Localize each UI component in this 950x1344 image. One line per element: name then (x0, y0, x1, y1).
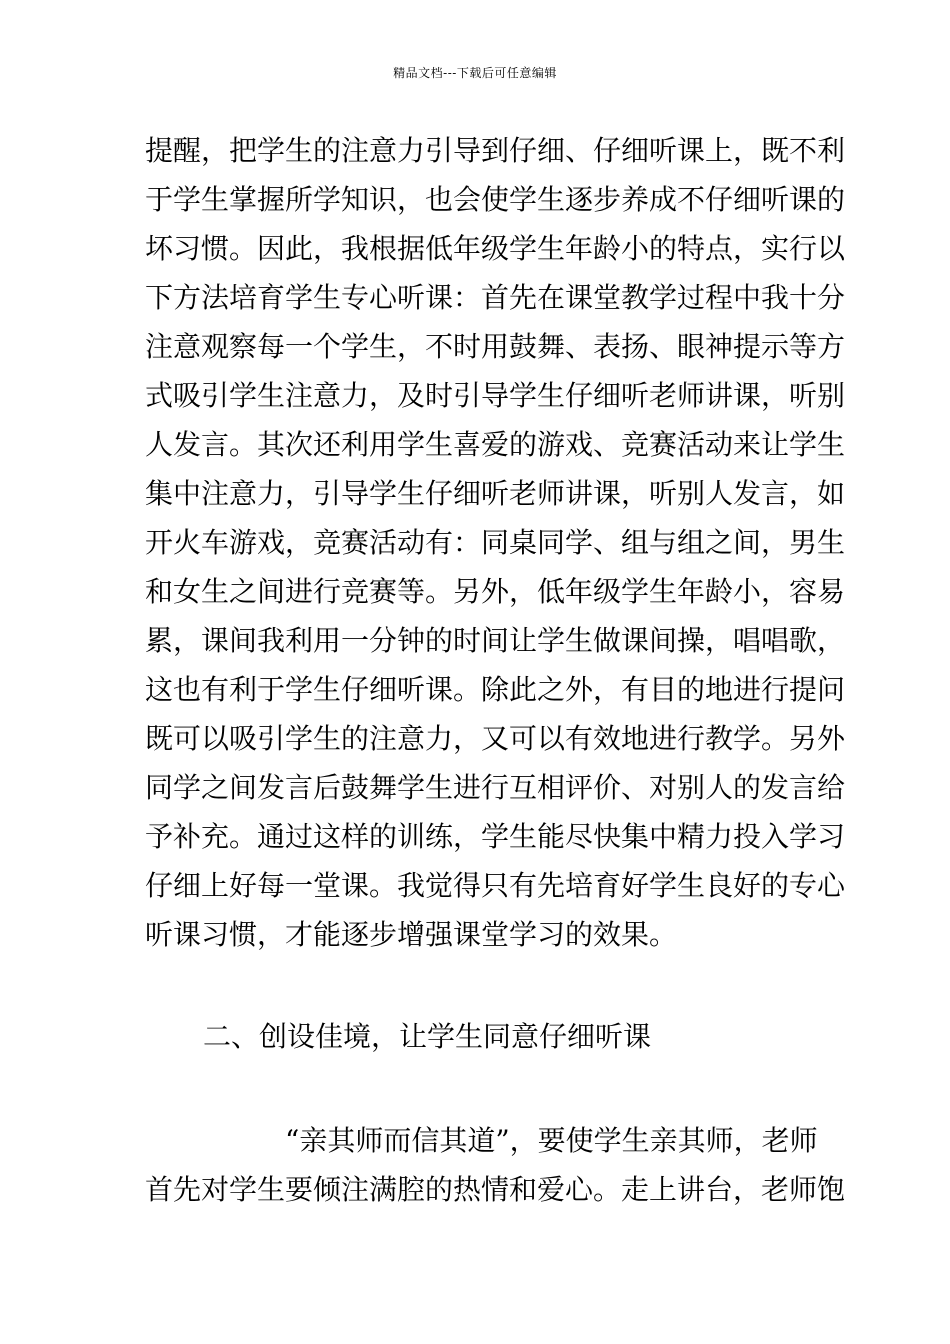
body-line: 这也有利于学生仔细听课。除此之外，有目的地进行提问 (145, 673, 846, 706)
section-heading: 二、创设佳境，让学生同意仔细听课 (203, 1020, 652, 1053)
body-line: 既可以吸引学生的注意力，又可以有效地进行教学。另外 (145, 722, 846, 755)
body-line: 累，课间我利用一分钟的时间让学生做课间操，唱唱歌， (145, 624, 846, 657)
body-line: 开火车游戏，竞赛活动有：同桌同学、组与组之间，男生 (145, 526, 846, 559)
body-line: 和女生之间进行竞赛等。另外，低年级学生年龄小，容易 (145, 575, 846, 608)
page-header: 精品文档---下载后可任意编辑 (393, 66, 557, 80)
body-line: 坏习惯。因此，我根据低年级学生年龄小的特点，实行以 (145, 232, 846, 265)
body-line: 同学之间发言后鼓舞学生进行互相评价、对别人的发言给 (145, 771, 846, 804)
body-line: 予补充。通过这样的训练，学生能尽快集中精力投入学习 (145, 820, 846, 853)
body-line: 集中注意力，引导学生仔细听老师讲课，听别人发言，如 (145, 477, 846, 510)
body-line: 式吸引学生注意力，及时引导学生仔细听老师讲课，听别 (145, 379, 846, 412)
body-line: 首先对学生要倾注满腔的热情和爱心。走上讲台，老师饱 (145, 1173, 846, 1206)
body-line: 听课习惯，才能逐步增强课堂学习的效果。 (145, 918, 678, 951)
body-line: 人发言。其次还利用学生喜爱的游戏、竞赛活动来让学生 (145, 428, 846, 461)
body-line: 下方法培育学生专心听课：首先在课堂教学过程中我十分 (145, 281, 846, 314)
body-line: “亲其师而信其道”，要使学生亲其师，老师 (285, 1124, 818, 1157)
body-line: 仔细上好每一堂课。我觉得只有先培育好学生良好的专心 (145, 869, 846, 902)
body-line: 注意观察每一个学生，不时用鼓舞、表扬、眼神提示等方 (145, 330, 846, 363)
body-line: 提醒，把学生的注意力引导到仔细、仔细听课上，既不利 (145, 134, 846, 167)
body-line: 于学生掌握所学知识，也会使学生逐步养成不仔细听课的 (145, 183, 846, 216)
